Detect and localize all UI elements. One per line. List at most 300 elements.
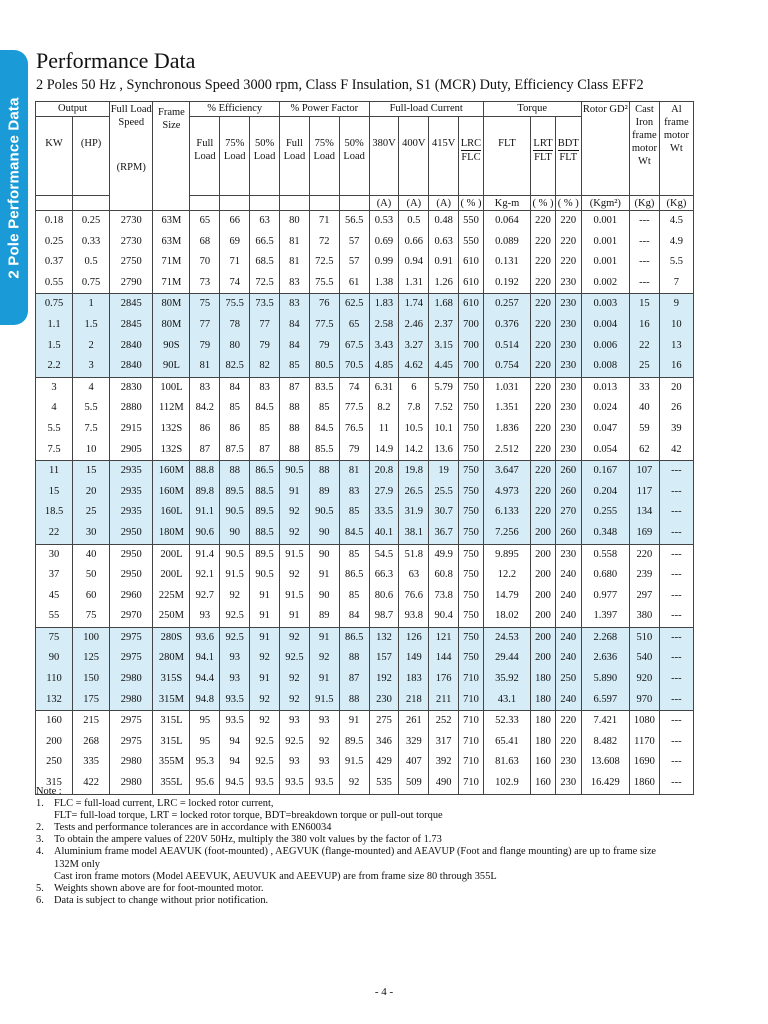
table-cell: 37 bbox=[36, 565, 73, 586]
note-4-number: 4. bbox=[36, 846, 44, 858]
table-cell: 69 bbox=[220, 232, 250, 253]
table-cell: 92 bbox=[280, 690, 310, 711]
table-cell: 66 bbox=[220, 211, 250, 232]
table-cell: 260 bbox=[555, 523, 581, 544]
table-cell: 0.001 bbox=[581, 232, 629, 253]
table-cell: 0.257 bbox=[483, 294, 530, 315]
table-cell: 220 bbox=[555, 252, 581, 273]
table-cell: 280M bbox=[153, 648, 190, 669]
table-cell: 230 bbox=[555, 294, 581, 315]
table-cell: 85 bbox=[339, 502, 369, 523]
table-cell: 121 bbox=[429, 627, 459, 648]
table-cell: 66.5 bbox=[250, 232, 280, 253]
table-cell: --- bbox=[659, 773, 693, 794]
header-pf-75-unit bbox=[309, 196, 339, 211]
table-cell: 2750 bbox=[110, 252, 153, 273]
table-cell: 150 bbox=[73, 669, 110, 690]
table-cell: 77 bbox=[250, 315, 280, 336]
table-cell: 56.5 bbox=[339, 211, 369, 232]
table-cell: 132 bbox=[369, 627, 399, 648]
table-cell: 180 bbox=[531, 711, 556, 732]
header-efficiency: % Efficiency bbox=[190, 102, 280, 117]
header-lrc-unit: ( % ) bbox=[460, 197, 482, 209]
table-cell: 240 bbox=[555, 627, 581, 648]
table-cell: 160 bbox=[36, 711, 73, 732]
table-cell: 98.7 bbox=[369, 606, 399, 627]
table-cell: 93 bbox=[280, 711, 310, 732]
table-cell: 91 bbox=[250, 606, 280, 627]
table-cell: 297 bbox=[630, 586, 660, 607]
table-cell: 91.4 bbox=[190, 544, 220, 565]
table-cell: 0.348 bbox=[581, 523, 629, 544]
table-cell: 540 bbox=[630, 648, 660, 669]
table-cell: 63 bbox=[399, 565, 429, 586]
table-cell: 90L bbox=[153, 356, 190, 377]
table-cell: 93.5 bbox=[250, 773, 280, 794]
table-cell: 169 bbox=[630, 523, 660, 544]
table-cell: 80.5 bbox=[309, 356, 339, 377]
table-cell: 93 bbox=[220, 648, 250, 669]
table-cell: 2790 bbox=[110, 273, 153, 294]
header-torque: Torque bbox=[483, 102, 581, 117]
table-cell: 70 bbox=[190, 252, 220, 273]
table-cell: --- bbox=[659, 669, 693, 690]
table-cell: 90.5 bbox=[280, 461, 310, 482]
table-cell: 329 bbox=[399, 732, 429, 753]
table-cell: 200 bbox=[531, 627, 556, 648]
table-cell: 2975 bbox=[110, 732, 153, 753]
header-bdt-flt bbox=[555, 117, 581, 196]
header-al-frame-label: Al frame motor Wt bbox=[663, 104, 689, 154]
table-row bbox=[36, 523, 694, 544]
table-cell: 220 bbox=[555, 711, 581, 732]
table-cell: 239 bbox=[630, 565, 660, 586]
header-bdt: BDT bbox=[557, 138, 579, 149]
table-cell: 94.5 bbox=[220, 773, 250, 794]
header-cast-iron bbox=[630, 102, 660, 196]
table-cell: 75 bbox=[36, 627, 73, 648]
table-cell: 315S bbox=[153, 669, 190, 690]
table-cell: 92.1 bbox=[190, 565, 220, 586]
table-cell: 355M bbox=[153, 752, 190, 773]
table-cell: 81 bbox=[280, 232, 310, 253]
table-cell: 180 bbox=[531, 732, 556, 753]
header-eff-full-unit bbox=[190, 196, 220, 211]
table-cell: 92.5 bbox=[280, 648, 310, 669]
table-cell: 93.5 bbox=[309, 773, 339, 794]
table-cell: 86.5 bbox=[250, 461, 280, 482]
performance-table-body bbox=[36, 211, 694, 795]
table-cell: 260 bbox=[555, 482, 581, 503]
table-cell: 2.37 bbox=[429, 315, 459, 336]
table-cell: 2840 bbox=[110, 356, 153, 377]
table-cell: 94.8 bbox=[190, 690, 220, 711]
table-cell: 0.192 bbox=[483, 273, 530, 294]
table-cell: 59 bbox=[630, 419, 660, 440]
table-cell: 86.5 bbox=[339, 565, 369, 586]
table-cell: 2840 bbox=[110, 336, 153, 357]
table-cell: 180M bbox=[153, 523, 190, 544]
table-cell: 74 bbox=[339, 377, 369, 398]
table-cell: 26 bbox=[659, 398, 693, 419]
table-cell: 160M bbox=[153, 482, 190, 503]
header-cast-unit: (Kg) bbox=[630, 196, 660, 211]
table-cell: 93 bbox=[309, 752, 339, 773]
table-cell: 11 bbox=[36, 461, 73, 482]
table-cell: 77 bbox=[190, 315, 220, 336]
table-cell: 68.5 bbox=[250, 252, 280, 273]
table-cell: 0.131 bbox=[483, 252, 530, 273]
table-cell: 91 bbox=[250, 586, 280, 607]
table-cell: 19.8 bbox=[399, 461, 429, 482]
table-cell: 107 bbox=[630, 461, 660, 482]
table-cell: 7 bbox=[659, 273, 693, 294]
table-cell: 14.9 bbox=[369, 440, 399, 461]
table-cell: --- bbox=[630, 252, 660, 273]
table-cell: 72.5 bbox=[250, 273, 280, 294]
table-cell: 0.376 bbox=[483, 315, 530, 336]
table-cell: 10.1 bbox=[429, 419, 459, 440]
table-cell: 86 bbox=[190, 419, 220, 440]
table-cell: 220 bbox=[555, 732, 581, 753]
table-cell: 750 bbox=[459, 419, 484, 440]
header-flt-denominator-2: FLT bbox=[559, 152, 578, 163]
table-cell: 91 bbox=[280, 606, 310, 627]
table-cell: 71 bbox=[309, 211, 339, 232]
table-cell: 4.85 bbox=[369, 356, 399, 377]
table-cell: 2905 bbox=[110, 440, 153, 461]
header-lrc: LRC bbox=[460, 138, 482, 149]
table-cell: 22 bbox=[630, 336, 660, 357]
table-cell: --- bbox=[659, 523, 693, 544]
table-cell: 2.636 bbox=[581, 648, 629, 669]
table-cell: 87 bbox=[250, 440, 280, 461]
table-cell: 1690 bbox=[630, 752, 660, 773]
table-cell: 24.53 bbox=[483, 627, 530, 648]
table-cell: 0.167 bbox=[581, 461, 629, 482]
table-cell: 4.62 bbox=[399, 356, 429, 377]
table-cell: 76.5 bbox=[339, 419, 369, 440]
notes-heading: Note : bbox=[36, 786, 62, 797]
table-cell: 0.75 bbox=[36, 294, 73, 315]
table-cell: 73.5 bbox=[250, 294, 280, 315]
table-cell: 91.5 bbox=[280, 586, 310, 607]
table-cell: 220 bbox=[531, 398, 556, 419]
table-cell: 1.5 bbox=[73, 315, 110, 336]
table-cell: 93 bbox=[309, 711, 339, 732]
table-cell: 3 bbox=[73, 356, 110, 377]
table-cell: 250 bbox=[36, 752, 73, 773]
table-cell: 710 bbox=[459, 690, 484, 711]
table-cell: 0.089 bbox=[483, 232, 530, 253]
table-cell: 16 bbox=[659, 356, 693, 377]
table-cell: 0.024 bbox=[581, 398, 629, 419]
table-cell: 2880 bbox=[110, 398, 153, 419]
table-cell: --- bbox=[659, 461, 693, 482]
table-cell: 80M bbox=[153, 294, 190, 315]
table-cell: 750 bbox=[459, 377, 484, 398]
table-cell: 240 bbox=[555, 690, 581, 711]
table-cell: 157 bbox=[369, 648, 399, 669]
table-cell: 75 bbox=[73, 606, 110, 627]
table-cell: 710 bbox=[459, 732, 484, 753]
side-tab-label: 2 Pole Performance Data bbox=[5, 96, 23, 279]
table-cell: 1 bbox=[73, 294, 110, 315]
table-row bbox=[36, 252, 694, 273]
table-cell: 2935 bbox=[110, 482, 153, 503]
table-cell: 65.41 bbox=[483, 732, 530, 753]
table-cell: 230 bbox=[555, 752, 581, 773]
table-cell: 90S bbox=[153, 336, 190, 357]
table-cell: 132 bbox=[36, 690, 73, 711]
table-cell: 750 bbox=[459, 627, 484, 648]
table-cell: 89.5 bbox=[339, 732, 369, 753]
table-cell: --- bbox=[659, 711, 693, 732]
table-cell: 87 bbox=[190, 440, 220, 461]
table-cell: 12.2 bbox=[483, 565, 530, 586]
table-cell: 90.5 bbox=[220, 544, 250, 565]
header-kw-unit bbox=[36, 196, 73, 211]
table-cell: 91.5 bbox=[220, 565, 250, 586]
header-cast-iron-label: Cast Iron frame motor Wt bbox=[631, 104, 657, 167]
table-cell: 0.047 bbox=[581, 419, 629, 440]
table-cell: 6 bbox=[399, 377, 429, 398]
table-cell: 0.48 bbox=[429, 211, 459, 232]
table-cell: 91 bbox=[309, 565, 339, 586]
table-cell: 88 bbox=[280, 440, 310, 461]
header-eff-50-unit bbox=[250, 196, 280, 211]
table-cell: 4.5 bbox=[659, 211, 693, 232]
table-row bbox=[36, 565, 694, 586]
table-cell: 14.2 bbox=[399, 440, 429, 461]
table-cell: 72.5 bbox=[309, 252, 339, 273]
table-cell: 72 bbox=[309, 232, 339, 253]
table-cell: 86.5 bbox=[339, 627, 369, 648]
table-cell: 125 bbox=[73, 648, 110, 669]
table-cell: 93.8 bbox=[399, 606, 429, 627]
table-cell: 40.1 bbox=[369, 523, 399, 544]
table-cell: --- bbox=[659, 502, 693, 523]
table-cell: 200 bbox=[531, 565, 556, 586]
note-1-line-2: FLT= full-load torque, LRT = locked rotor torque, BDT=breakdown torque or pull-out torque bbox=[54, 810, 443, 822]
table-cell: 84 bbox=[339, 606, 369, 627]
table-cell: 750 bbox=[459, 586, 484, 607]
table-cell: 94.4 bbox=[190, 669, 220, 690]
table-cell: 51.8 bbox=[399, 544, 429, 565]
table-cell: 92 bbox=[280, 565, 310, 586]
header-380v-unit: (A) bbox=[369, 196, 399, 211]
table-cell: 0.33 bbox=[73, 232, 110, 253]
table-cell: 220 bbox=[531, 482, 556, 503]
table-cell: 230 bbox=[555, 356, 581, 377]
table-cell: 91.5 bbox=[339, 752, 369, 773]
table-row bbox=[36, 211, 694, 232]
table-cell: 710 bbox=[459, 669, 484, 690]
table-cell: 0.5 bbox=[399, 211, 429, 232]
table-cell: 75.5 bbox=[220, 294, 250, 315]
note-2-text: Tests and performance tolerances are in accordance with EN60034 bbox=[54, 822, 332, 834]
table-cell: 13.6 bbox=[429, 440, 459, 461]
table-cell: 220 bbox=[555, 211, 581, 232]
header-rpm: (RPM) bbox=[116, 162, 146, 173]
header-flc: FLC bbox=[461, 152, 481, 163]
table-cell: 79 bbox=[250, 336, 280, 357]
table-cell: 42 bbox=[659, 440, 693, 461]
table-cell: 750 bbox=[459, 461, 484, 482]
table-cell: 2980 bbox=[110, 752, 153, 773]
table-cell: 0.680 bbox=[581, 565, 629, 586]
table-cell: 81.63 bbox=[483, 752, 530, 773]
table-cell: 200 bbox=[531, 648, 556, 669]
table-cell: 95 bbox=[190, 711, 220, 732]
note-4-line-3: Cast iron frame motors (Model AEEVUK, AEUVUK and AEEVUP) are from frame size 80 through 355L bbox=[54, 870, 497, 882]
table-cell: 200 bbox=[531, 523, 556, 544]
table-cell: 750 bbox=[459, 544, 484, 565]
note-1-number: 1. bbox=[36, 798, 44, 810]
table-cell: 93.6 bbox=[190, 627, 220, 648]
table-row bbox=[36, 232, 694, 253]
note-3-text: To obtain the ampere values of 220V 50Hz, multiply the 380 volt values by the factor of 1.73 bbox=[54, 834, 442, 846]
header-rotor-gd-label: Rotor GD² bbox=[582, 104, 628, 115]
lrc-flc-fraction bbox=[461, 137, 481, 164]
table-cell: 422 bbox=[73, 773, 110, 794]
table-cell: 91.1 bbox=[190, 502, 220, 523]
table-cell: 60 bbox=[73, 586, 110, 607]
table-cell: 3.27 bbox=[399, 336, 429, 357]
table-cell: 95 bbox=[190, 732, 220, 753]
table-row bbox=[36, 315, 694, 336]
table-cell: 40 bbox=[630, 398, 660, 419]
table-cell: 230 bbox=[555, 336, 581, 357]
table-cell: 230 bbox=[555, 419, 581, 440]
table-cell: 30 bbox=[36, 544, 73, 565]
table-cell: 84.5 bbox=[250, 398, 280, 419]
table-cell: 91 bbox=[309, 669, 339, 690]
table-cell: 18.02 bbox=[483, 606, 530, 627]
table-cell: 63M bbox=[153, 211, 190, 232]
table-row bbox=[36, 482, 694, 503]
table-cell: 7.5 bbox=[36, 440, 73, 461]
table-cell: 92 bbox=[250, 648, 280, 669]
table-cell: 85 bbox=[309, 398, 339, 419]
table-row bbox=[36, 440, 694, 461]
table-cell: 2935 bbox=[110, 461, 153, 482]
table-cell: 160 bbox=[531, 752, 556, 773]
table-cell: 1.836 bbox=[483, 419, 530, 440]
table-cell: 91 bbox=[339, 711, 369, 732]
table-cell: 160 bbox=[531, 773, 556, 794]
table-cell: 1.351 bbox=[483, 398, 530, 419]
table-cell: 335 bbox=[73, 752, 110, 773]
table-cell: 88.5 bbox=[250, 482, 280, 503]
table-cell: 84.5 bbox=[339, 523, 369, 544]
table-cell: 39 bbox=[659, 419, 693, 440]
table-cell: 230 bbox=[555, 773, 581, 794]
table-cell: 88 bbox=[280, 398, 310, 419]
table-row bbox=[36, 586, 694, 607]
table-cell: 2950 bbox=[110, 523, 153, 544]
table-cell: 89.8 bbox=[190, 482, 220, 503]
header-bdt-unit: ( % ) bbox=[555, 196, 581, 211]
table-cell: 2.46 bbox=[399, 315, 429, 336]
table-cell: 225M bbox=[153, 586, 190, 607]
table-cell: 220 bbox=[531, 440, 556, 461]
header-full-load-speed bbox=[110, 102, 153, 211]
table-cell: 315L bbox=[153, 732, 190, 753]
table-cell: 220 bbox=[531, 232, 556, 253]
table-cell: 220 bbox=[531, 252, 556, 273]
table-cell: 93.5 bbox=[220, 690, 250, 711]
table-cell: 95.3 bbox=[190, 752, 220, 773]
table-cell: 200 bbox=[36, 732, 73, 753]
table-cell: 65 bbox=[339, 315, 369, 336]
table-cell: 10 bbox=[73, 440, 110, 461]
table-cell: 700 bbox=[459, 315, 484, 336]
table-cell: 89.5 bbox=[220, 482, 250, 503]
table-cell: 92.5 bbox=[280, 732, 310, 753]
table-cell: 710 bbox=[459, 752, 484, 773]
table-cell: 220 bbox=[531, 294, 556, 315]
table-cell: 38.1 bbox=[399, 523, 429, 544]
table-cell: 60.8 bbox=[429, 565, 459, 586]
table-cell: 11 bbox=[369, 419, 399, 440]
table-cell: 67.5 bbox=[339, 336, 369, 357]
table-cell: 83 bbox=[280, 273, 310, 294]
table-cell: 92 bbox=[250, 711, 280, 732]
table-cell: 211 bbox=[429, 690, 459, 711]
table-row bbox=[36, 690, 694, 711]
table-cell: 2.58 bbox=[369, 315, 399, 336]
table-cell: 87.5 bbox=[220, 440, 250, 461]
table-cell: 270 bbox=[555, 502, 581, 523]
table-cell: 2975 bbox=[110, 648, 153, 669]
table-cell: 2.268 bbox=[581, 627, 629, 648]
table-cell: 90 bbox=[309, 523, 339, 544]
header-pf-full: Full Load bbox=[280, 117, 310, 196]
table-cell: 4 bbox=[36, 398, 73, 419]
table-cell: --- bbox=[659, 544, 693, 565]
table-cell: 89 bbox=[309, 482, 339, 503]
note-4-line-2: 132M only bbox=[54, 858, 100, 870]
table-cell: 94 bbox=[220, 752, 250, 773]
table-cell: 92 bbox=[280, 502, 310, 523]
table-cell: 2845 bbox=[110, 315, 153, 336]
table-cell: 92.5 bbox=[250, 732, 280, 753]
table-cell: --- bbox=[659, 606, 693, 627]
table-cell: 2970 bbox=[110, 606, 153, 627]
table-cell: 230 bbox=[555, 398, 581, 419]
table-cell: 0.001 bbox=[581, 211, 629, 232]
table-cell: 6.31 bbox=[369, 377, 399, 398]
table-cell: 75.5 bbox=[309, 273, 339, 294]
table-cell: 6.133 bbox=[483, 502, 530, 523]
table-cell: 0.99 bbox=[369, 252, 399, 273]
header-lrt-flt bbox=[531, 117, 556, 196]
table-cell: 86 bbox=[220, 419, 250, 440]
header-rotor-gd bbox=[581, 102, 629, 196]
table-cell: 2980 bbox=[110, 690, 153, 711]
table-cell: 200 bbox=[531, 544, 556, 565]
table-cell: 91 bbox=[250, 627, 280, 648]
table-cell: 71 bbox=[220, 252, 250, 273]
table-cell: 2730 bbox=[110, 232, 153, 253]
table-cell: 88 bbox=[309, 461, 339, 482]
table-row bbox=[36, 627, 694, 648]
table-cell: 1.26 bbox=[429, 273, 459, 294]
table-cell: 92 bbox=[280, 523, 310, 544]
table-cell: 700 bbox=[459, 336, 484, 357]
performance-table bbox=[35, 101, 694, 795]
